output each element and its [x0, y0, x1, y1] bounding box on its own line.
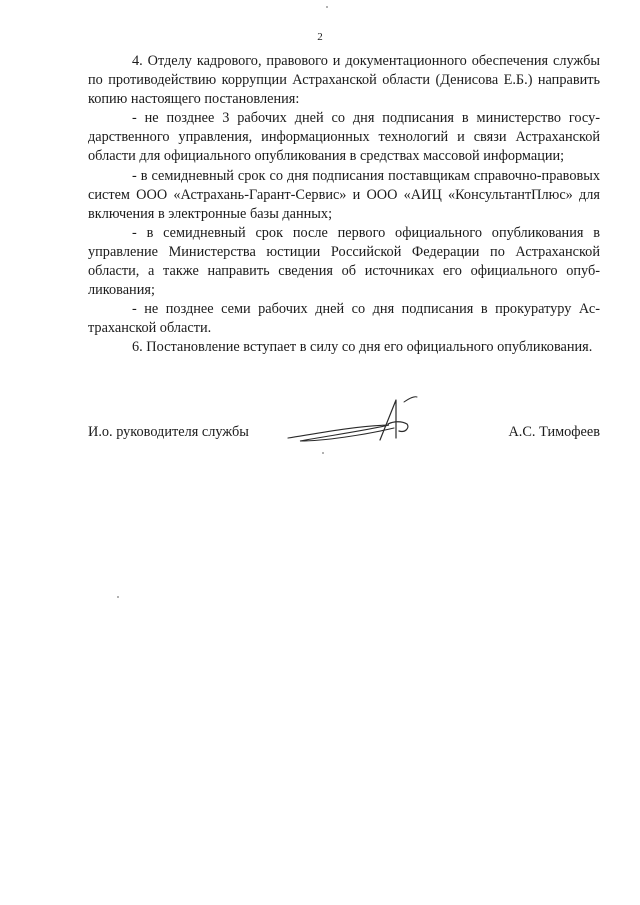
paragraph-subitem-prosecutor: - не позднее семи рабочих дней со дня подписания в прокуратуру Астраханской области. — [88, 301, 600, 337]
paragraph-subitem-legal-systems: - в семидневный срок со дня подписания поставщикам справочно-правовых систем ООО «Астрахань-Гарант-Сервис» и ООО «АИЦ «КонсультантПлюс» для включения в электронные базы данных; — [88, 167, 600, 222]
paragraph-subitem-publication-ministry: - не позднее 3 рабочих дней со дня подписания в министерство государственного управления, информационных технологий и связи Астраханской области для официального опубликования в средствах массовой информации; — [88, 110, 600, 165]
paragraph-subitem-justice-ministry: - в семидневный срок после первого официального опубликования в управление Министерства юстиции Российской Федерации по Астраханской области, а также направить сведения об источниках его официального опубликования; — [88, 224, 600, 299]
scan-speck — [326, 6, 328, 8]
scan-speck — [117, 596, 119, 598]
signatory-name: А.С. Тимофеев — [508, 424, 600, 440]
paragraph-item-4: 4. Отделу кадрового, правового и документационного обеспечения службы по противодействию коррупции Астраханской области (Денисова Е.Б.) направить копию настоящего постановления: — [88, 53, 600, 108]
page-number: 2 — [317, 31, 323, 43]
paragraph-item-6: 6. Постановление вступает в силу со дня его официального опубликования. — [132, 339, 593, 356]
document-body — [88, 52, 600, 358]
handwritten-signature-icon — [284, 394, 444, 452]
signatory-role: И.о. руководителя службы — [88, 424, 249, 440]
scan-speck — [322, 452, 324, 454]
signature-block — [88, 424, 600, 454]
